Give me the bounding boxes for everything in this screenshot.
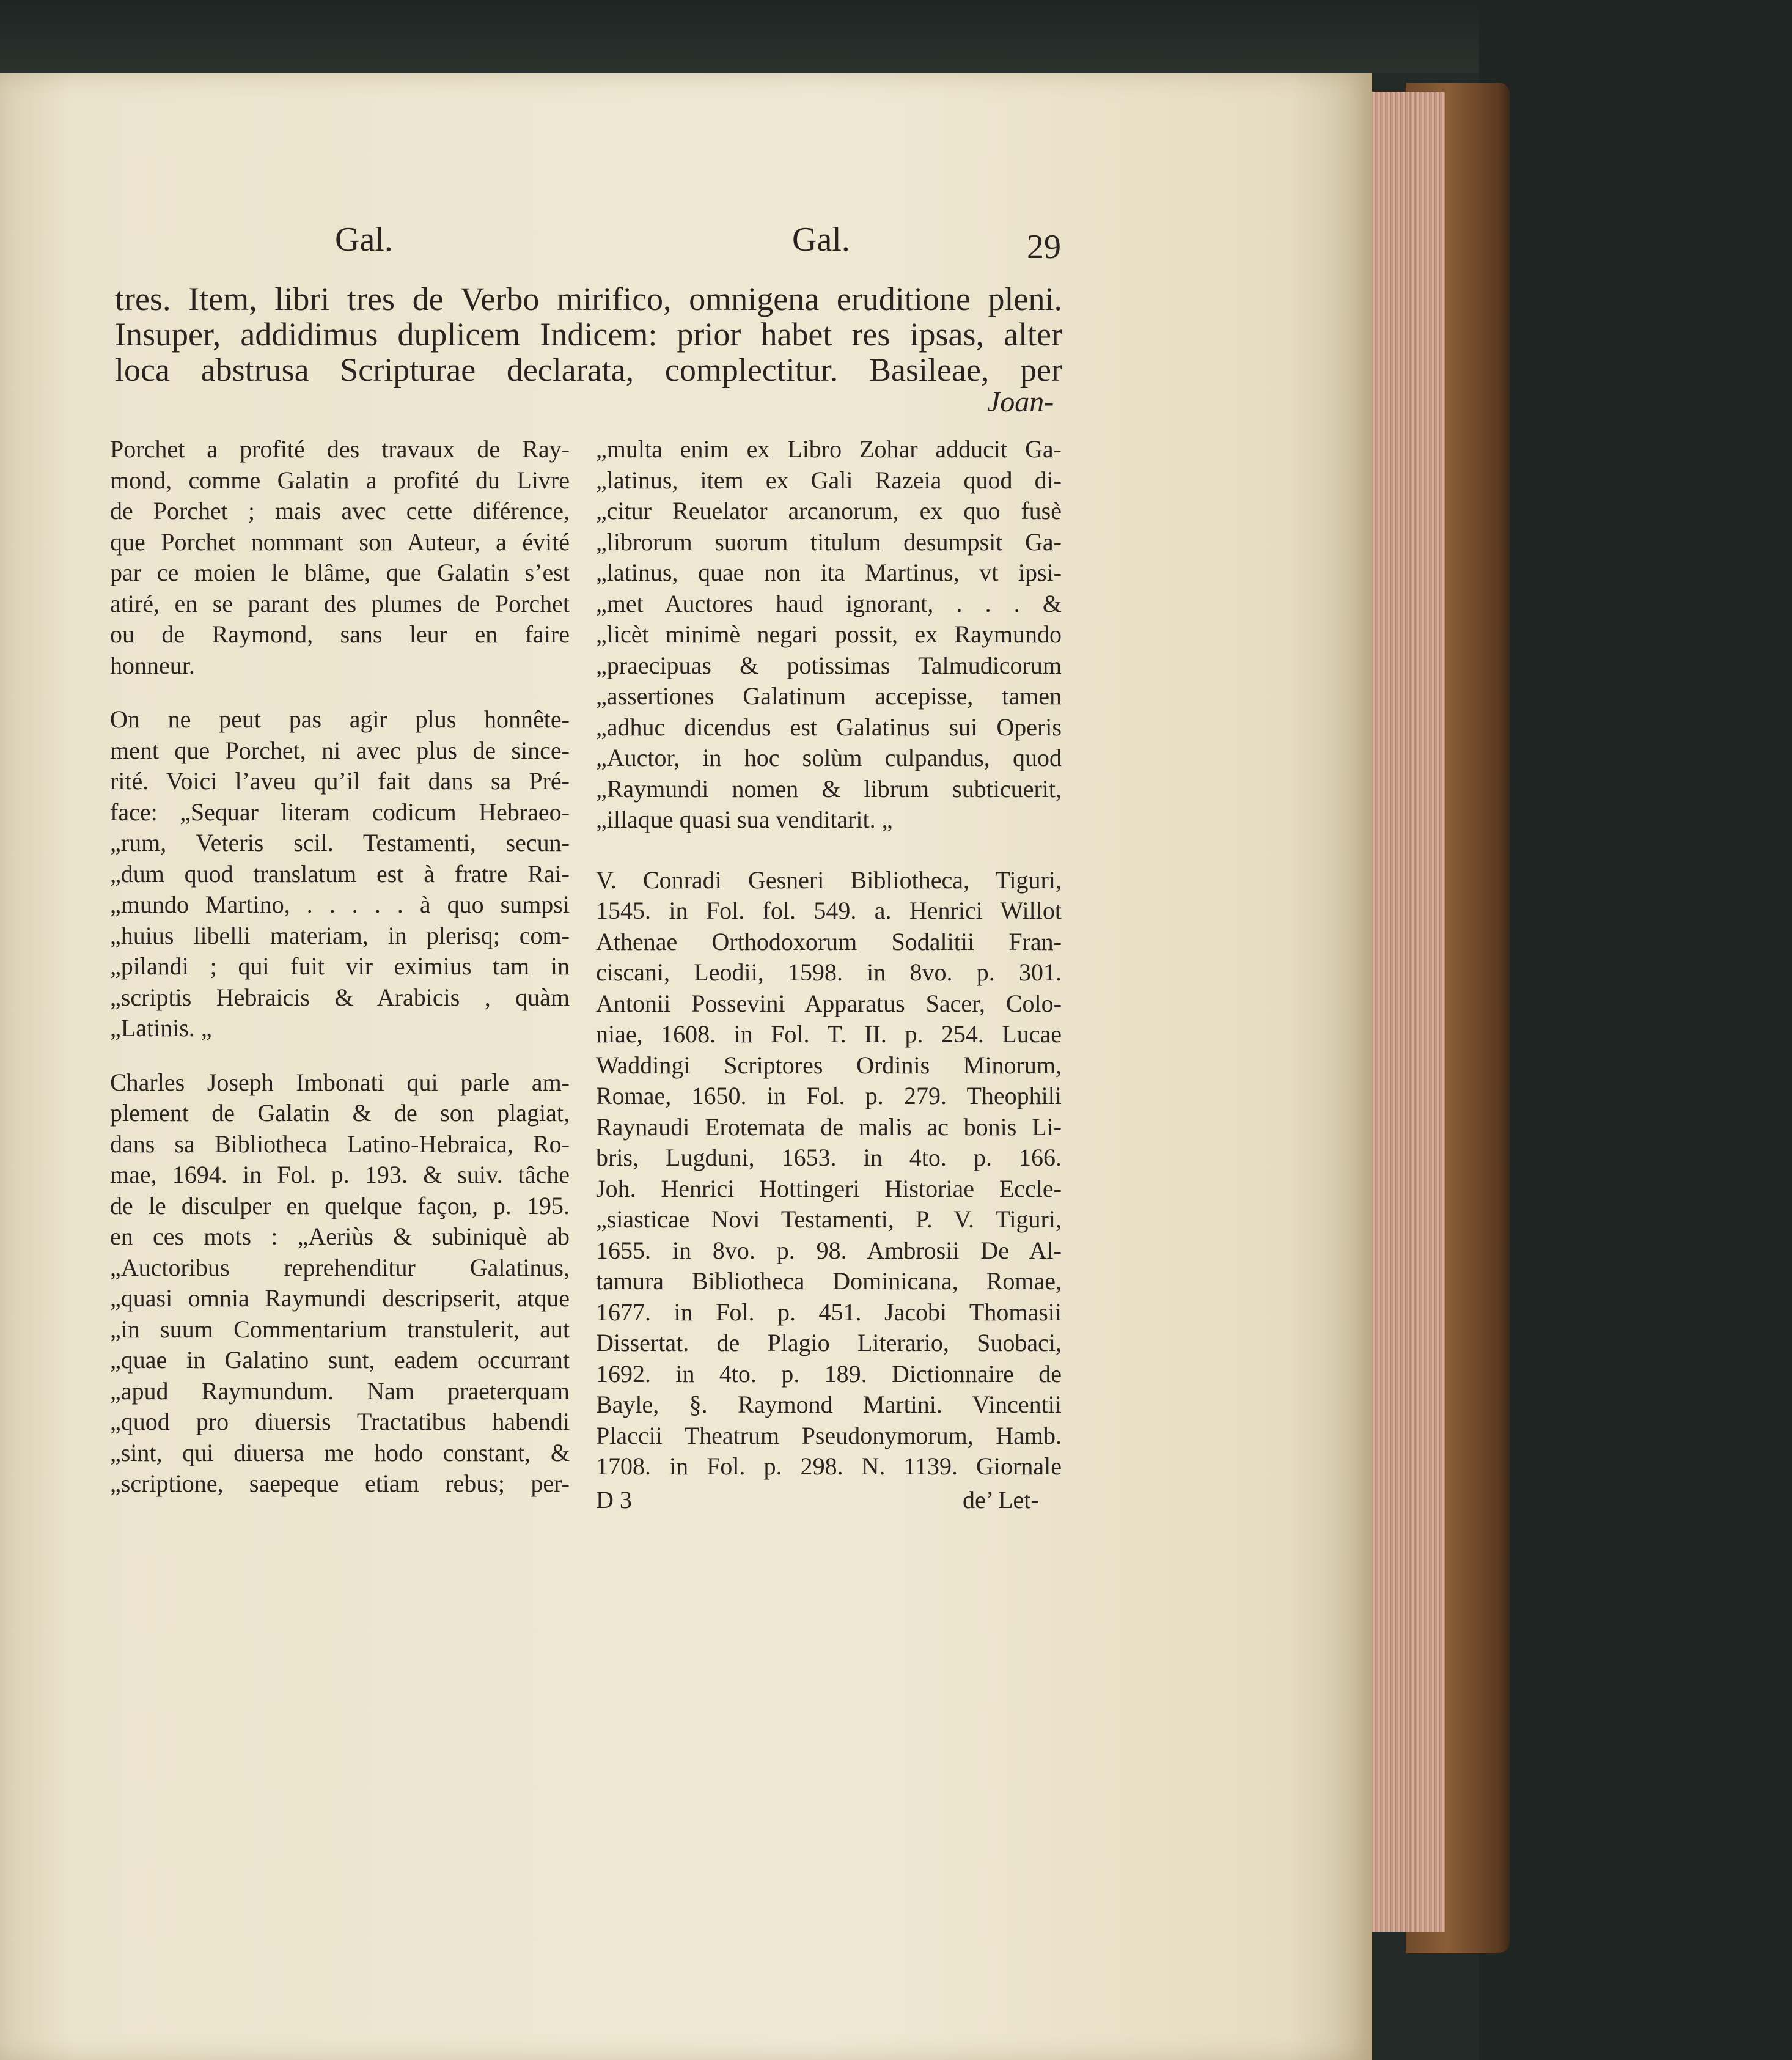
text-line: rité. Voici l’aveu qu’il fait dans sa Pré- bbox=[110, 767, 570, 795]
top-text-block bbox=[115, 281, 1062, 388]
text-line: Bayle, §. Raymond Martini. Vincentii bbox=[596, 1391, 1062, 1418]
text-line: plement de Galatin & de son plagiat, bbox=[110, 1099, 570, 1127]
text-line: V. Conradi Gesneri Bibliotheca, Tiguri, bbox=[596, 866, 1062, 894]
text-line: „multa enim ex Libro Zohar adducit Ga- bbox=[596, 435, 1062, 463]
right-paragraph-2 bbox=[596, 865, 1062, 1482]
text-line: ciscani, Leodii, 1598. in 8vo. p. 301. bbox=[596, 958, 1062, 986]
text-line: par ce moien le blâme, que Galatin s’est bbox=[110, 559, 570, 586]
text-line: 1655. in 8vo. p. 98. Ambrosii De Al- bbox=[596, 1236, 1062, 1264]
text-line: „rum, Veteris scil. Testamenti, secun- bbox=[110, 829, 570, 856]
text-line: atiré, en se parant des plumes de Porchet bbox=[110, 589, 570, 617]
text-line: „latinus, item ex Gali Razeia quod di- bbox=[596, 466, 1062, 494]
top-text-line: loca abstrusa Scripturae declarata, complectitur. Basileae, per bbox=[115, 351, 1062, 388]
text-line: de Porchet ; mais avec cette diférence, bbox=[110, 497, 570, 524]
text-line: „Raymundi nomen & librum subticuerit, bbox=[596, 774, 1062, 803]
text-line: „in suum Commentarium transtulerit, aut bbox=[110, 1315, 570, 1343]
text-line: honneur. bbox=[110, 651, 195, 679]
running-head-center: Gal. bbox=[792, 221, 850, 259]
text-line: „Auctoribus reprehenditur Galatinus, bbox=[110, 1253, 570, 1281]
text-line: dans sa Bibliotheca Latino-Hebraica, Ro- bbox=[110, 1130, 570, 1158]
text-line: „dum quod translatum est à fratre Rai- bbox=[110, 859, 570, 888]
signature-mark: D 3 bbox=[596, 1486, 632, 1514]
text-line: Charles Joseph Imbonati qui parle am- bbox=[110, 1068, 570, 1096]
text-line: Waddingi Scriptores Ordinis Minorum, bbox=[596, 1051, 1062, 1079]
text-line: de le disculper en quelque façon, p. 195. bbox=[110, 1191, 570, 1219]
footer-catchword: de’ Let- bbox=[963, 1486, 1039, 1514]
top-catchword: Joan- bbox=[987, 386, 1054, 418]
text-line: Joh. Henrici Hottingeri Historiae Eccle- bbox=[596, 1174, 1062, 1202]
book-page bbox=[0, 73, 1372, 2060]
running-head-left: Gal. bbox=[335, 221, 393, 259]
text-line: mae, 1694. in Fol. p. 193. & suiv. tâche bbox=[110, 1161, 570, 1188]
text-line: Antonii Possevini Apparatus Sacer, Colo- bbox=[596, 989, 1062, 1017]
text-line: „citur Reuelator arcanorum, ex quo fusè bbox=[596, 497, 1062, 524]
right-column bbox=[596, 434, 1062, 1482]
top-text-line: tres. Item, libri tres de Verbo mirifico, omnigena eruditione pleni. bbox=[115, 281, 1062, 317]
text-line: „assertiones Galatinum accepisse, tamen bbox=[596, 682, 1062, 710]
text-line: 1545. in Fol. fol. 549. a. Henrici Willot bbox=[596, 897, 1062, 924]
text-line: „quasi omnia Raymundi descripserit, atque bbox=[110, 1284, 570, 1312]
text-line: „illaque quasi sua venditarit. „ bbox=[596, 806, 893, 833]
text-line: Raynaudi Erotemata de malis ac bonis Li- bbox=[596, 1113, 1062, 1141]
text-line: „pilandi ; qui fuit vir eximius tam in bbox=[110, 952, 570, 980]
text-line: Porchet a profité des travaux de Ray- bbox=[110, 435, 570, 463]
page-number: 29 bbox=[1027, 228, 1061, 266]
right-paragraph-1 bbox=[596, 434, 1062, 836]
text-line: „praecipuas & potissimas Talmudicorum bbox=[596, 651, 1062, 679]
text-line: en ces mots : „Aeriùs & subiniquè ab bbox=[110, 1223, 570, 1250]
text-line: „Auctor, in hoc solùm culpandus, quod bbox=[596, 744, 1062, 771]
left-paragraph-1 bbox=[110, 434, 570, 681]
text-line: „mundo Martino, . . . . . à quo sumpsi bbox=[110, 891, 570, 918]
text-line: ment que Porchet, ni avec plus de since- bbox=[110, 736, 570, 764]
text-line: mond, comme Galatin a profité du Livre bbox=[110, 466, 570, 494]
text-line: que Porchet nommant son Auteur, a évité bbox=[110, 528, 570, 556]
text-line: „huius libelli materiam, in plerisq; com- bbox=[110, 921, 570, 949]
text-line: „licèt minimè negari possit, ex Raymundo bbox=[596, 620, 1062, 648]
text-line: niae, 1608. in Fol. T. II. p. 254. Lucae bbox=[596, 1020, 1062, 1048]
top-text-line: Insuper, addidimus duplicem Indicem: prior habet res ipsas, alter bbox=[115, 316, 1062, 353]
left-paragraph-3 bbox=[110, 1067, 570, 1499]
text-line: „scriptis Hebraicis & Arabicis , quàm bbox=[110, 983, 570, 1011]
page-fore-edge bbox=[1369, 92, 1445, 1932]
text-line: „adhuc dicendus est Galatinus sui Operis bbox=[596, 713, 1062, 741]
text-line: „Latinis. „ bbox=[110, 1014, 212, 1042]
text-line: „quae in Galatino sunt, eadem occurrant bbox=[110, 1346, 570, 1374]
text-line: „met Auctores haud ignorant, . . . & bbox=[596, 589, 1062, 617]
text-line: 1692. in 4to. p. 189. Dictionnaire de bbox=[596, 1359, 1062, 1388]
scan-background-right bbox=[1479, 0, 1792, 2060]
left-column bbox=[110, 434, 570, 1499]
text-line: Romae, 1650. in Fol. p. 279. Theophili bbox=[596, 1082, 1062, 1109]
text-line: „librorum suorum titulum desumpsit Ga- bbox=[596, 528, 1062, 556]
text-line: 1677. in Fol. p. 451. Jacobi Thomasii bbox=[596, 1298, 1062, 1326]
text-line: 1708. in Fol. p. 298. N. 1139. Giornale bbox=[596, 1452, 1062, 1480]
text-line: „quod pro diuersis Tractatibus habendi bbox=[110, 1408, 570, 1435]
text-line: On ne peut pas agir plus honnête- bbox=[110, 705, 570, 733]
text-line: tamura Bibliotheca Dominicana, Romae, bbox=[596, 1267, 1062, 1295]
text-line: face: „Sequar literam codicum Hebraeo- bbox=[110, 798, 570, 826]
text-line: „sint, qui diuersa me hodo constant, & bbox=[110, 1438, 570, 1466]
text-line: bris, Lugduni, 1653. in 4to. p. 166. bbox=[596, 1144, 1062, 1171]
text-line: „latinus, quae non ita Martinus, vt ipsi- bbox=[596, 559, 1062, 586]
text-line: „apud Raymundum. Nam praeterquam bbox=[110, 1377, 570, 1405]
text-line: „siasticae Novi Testamenti, P. V. Tiguri, bbox=[596, 1205, 1062, 1233]
text-line: „scriptione, saepeque etiam rebus; per- bbox=[110, 1470, 570, 1497]
text-line: ou de Raymond, sans leur en faire bbox=[110, 620, 570, 648]
text-line: Dissertat. de Plagio Literario, Suobaci, bbox=[596, 1329, 1062, 1356]
left-paragraph-2 bbox=[110, 704, 570, 1044]
text-line: Athenae Orthodoxorum Sodalitii Fran- bbox=[596, 927, 1062, 955]
text-line: Placcii Theatrum Pseudonymorum, Hamb. bbox=[596, 1421, 1062, 1449]
